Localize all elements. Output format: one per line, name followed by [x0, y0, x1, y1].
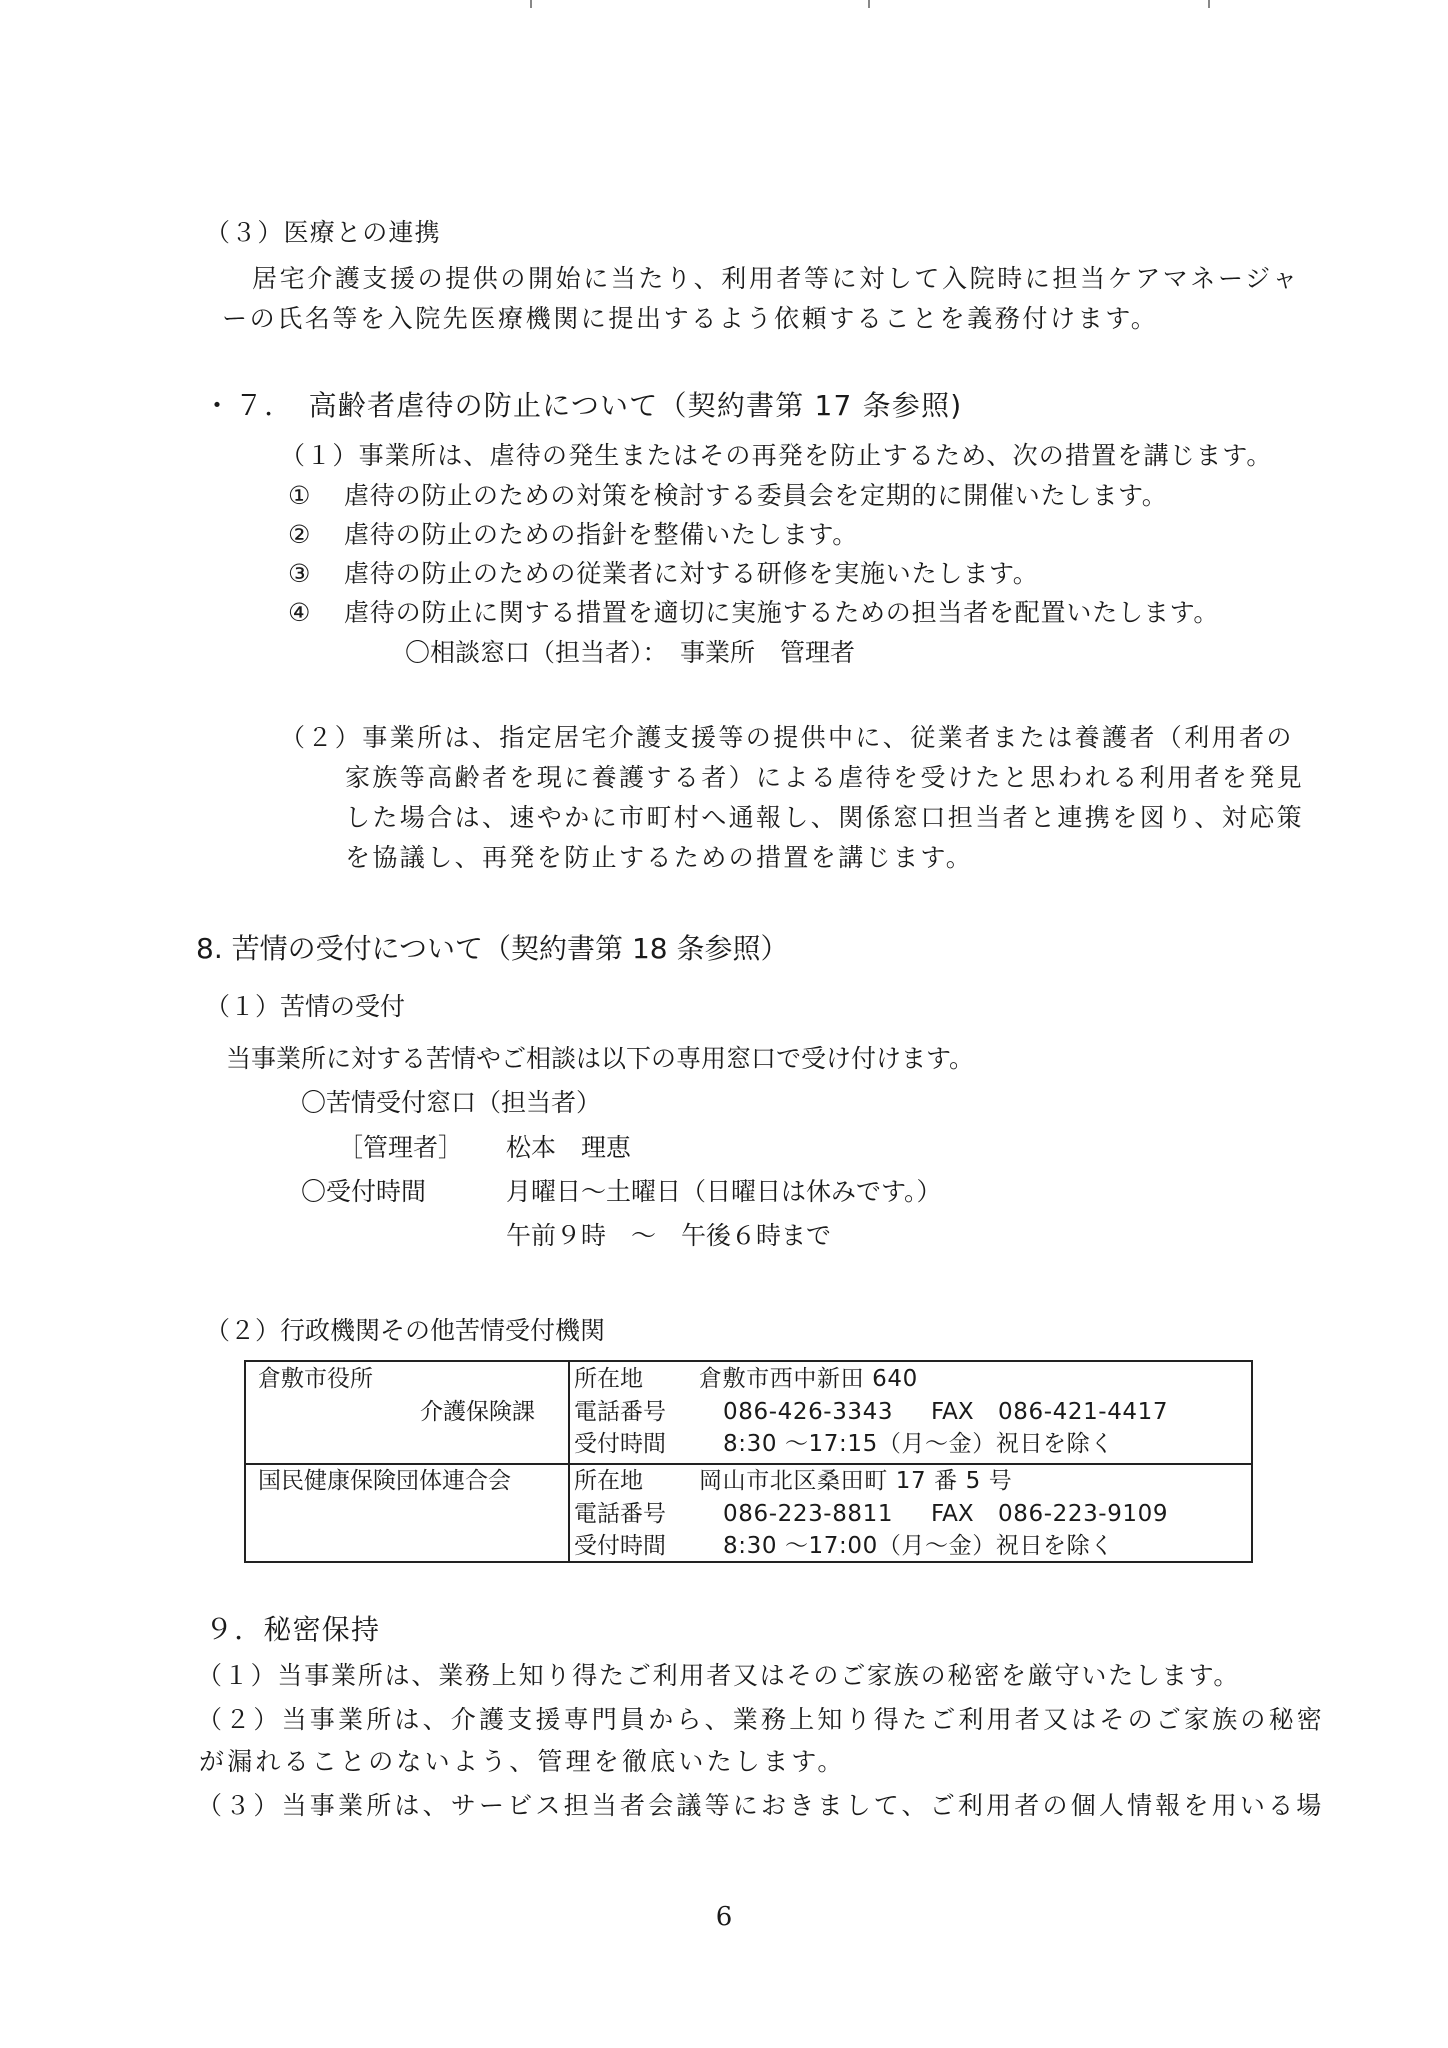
phone-label: 電話番号 [574, 1399, 666, 1425]
fax-label: FAX [931, 1501, 974, 1527]
phone-value: 086-223-8811 [723, 1501, 894, 1527]
table-divider-horizontal [246, 1463, 1251, 1465]
scan-mark [530, 0, 532, 8]
phone-label: 電話番号 [574, 1501, 666, 1527]
complaint-window-label: 〇苦情受付窓口（担当者） [301, 1088, 602, 1117]
measure-mark: ② [288, 520, 311, 549]
address-value: 倉敷市西中新田 640 [699, 1366, 918, 1392]
reception-hours-days: 月曜日～土曜日（日曜日は休みです。） [506, 1177, 942, 1206]
scan-mark [1208, 0, 1210, 8]
confidentiality-line-3: （３）当事業所は、サービス担当者会議等におきまして、ご利用者の個人情報を用いる場 [197, 1791, 1325, 1820]
section-7-item-2-line: した場合は、速やかに市町村へ通報し、関係窓口担当者と連携を図り、対応策 [345, 803, 1305, 832]
address-label: 所在地 [574, 1468, 643, 1494]
hours-label: 受付時間 [574, 1533, 666, 1559]
manager-name: 松本 理恵 [506, 1133, 632, 1162]
section-7-item-2-line: を協議し、再発を防止するための措置を講じます。 [345, 843, 974, 872]
page-number: 6 [715, 1902, 733, 1932]
manager-label: ［管理者］ [338, 1133, 464, 1162]
scan-mark [868, 0, 870, 8]
section-3-body-line-1: 居宅介護支援の提供の開始に当たり、利用者等に対して入院時に担当ケアマネージャ [252, 264, 1300, 293]
section-7-item-2-line: 家族等高齢者を現に養護する者）による虐待を受けたと思われる利用者を発見 [345, 763, 1305, 792]
section-7-heading: ７． 高齢者虐待の防止について（契約書第 17 条参照) [235, 389, 963, 422]
address-label: 所在地 [574, 1366, 643, 1392]
section-8-sub-1-body: 当事業所に対する苦情やご相談は以下の専用窓口で受け付けます。 [226, 1044, 975, 1073]
agency-table [244, 1360, 1253, 1563]
section-3-heading: （３）医療との連携 [205, 218, 441, 247]
agency-name: 国民健康保険団体連合会 [258, 1468, 511, 1494]
confidentiality-line-1: （１）当事業所は、業務上知り得たご利用者又はそのご家族の秘密を厳守いたします。 [197, 1661, 1241, 1690]
section-7-item-1-intro: （１）事業所は、虐待の発生またはその再発を防止するため、次の措置を講じます。 [280, 441, 1273, 470]
reception-hours-time: 午前９時 ～ 午後６時まで [506, 1221, 832, 1250]
section-8-sub-2-heading: （２）行政機関その他苦情受付機関 [205, 1316, 606, 1345]
fax-value: 086-223-9109 [998, 1501, 1169, 1527]
reception-hours-label: 〇受付時間 [301, 1177, 427, 1206]
measure-text: 虐待の防止に関する措置を適切に実施するための担当者を配置いたします。 [344, 598, 1220, 627]
phone-value: 086-426-3343 [723, 1399, 894, 1425]
section-3-body-line-2: ーの氏名等を入院先医療機関に提出するよう依頼することを義務付けます。 [222, 304, 1159, 333]
hours-value: 8:30 ～17:00（月～金）祝日を除く [723, 1533, 1114, 1559]
agency-department: 介護保険課 [420, 1399, 535, 1425]
section-9-heading: ９．秘密保持 [205, 1613, 381, 1646]
section-7-item-2-line: （２）事業所は、指定居宅介護支援等の提供中に、従業者または養護者（利用者の [280, 723, 1294, 752]
hours-label: 受付時間 [574, 1431, 666, 1457]
table-divider-vertical [568, 1362, 570, 1561]
measure-text: 虐待の防止のための対策を検討する委員会を定期的に開催いたします。 [344, 481, 1168, 510]
fax-value: 086-421-4417 [998, 1399, 1169, 1425]
measure-mark: ③ [288, 559, 311, 588]
confidentiality-line-2b: が漏れることのないよう、管理を徹底いたします。 [199, 1747, 846, 1776]
measure-text: 虐待の防止のための従業者に対する研修を実施いたします。 [344, 559, 1039, 588]
section-8-heading: 8. 苦情の受付について（契約書第 18 条参照） [196, 932, 789, 965]
section-8-sub-1-heading: （１）苦情の受付 [205, 992, 406, 1021]
section-7-bullet: ・ [203, 389, 232, 422]
fax-label: FAX [931, 1399, 974, 1425]
address-value: 岡山市北区桑田町 17 番 5 号 [699, 1468, 1013, 1494]
measure-text: 虐待の防止のための指針を整備いたします。 [344, 520, 859, 549]
confidentiality-line-2a: （２）当事業所は、介護支援専門員から、業務上知り得たご利用者又はそのご家族の秘密 [197, 1705, 1326, 1734]
hours-value: 8:30 ～17:15（月～金）祝日を除く [723, 1431, 1114, 1457]
measure-mark: ④ [288, 598, 311, 627]
agency-name: 倉敷市役所 [258, 1366, 373, 1392]
consultation-contact: 〇相談窓口（担当者）： 事業所 管理者 [405, 638, 856, 667]
measure-mark: ① [288, 481, 311, 510]
